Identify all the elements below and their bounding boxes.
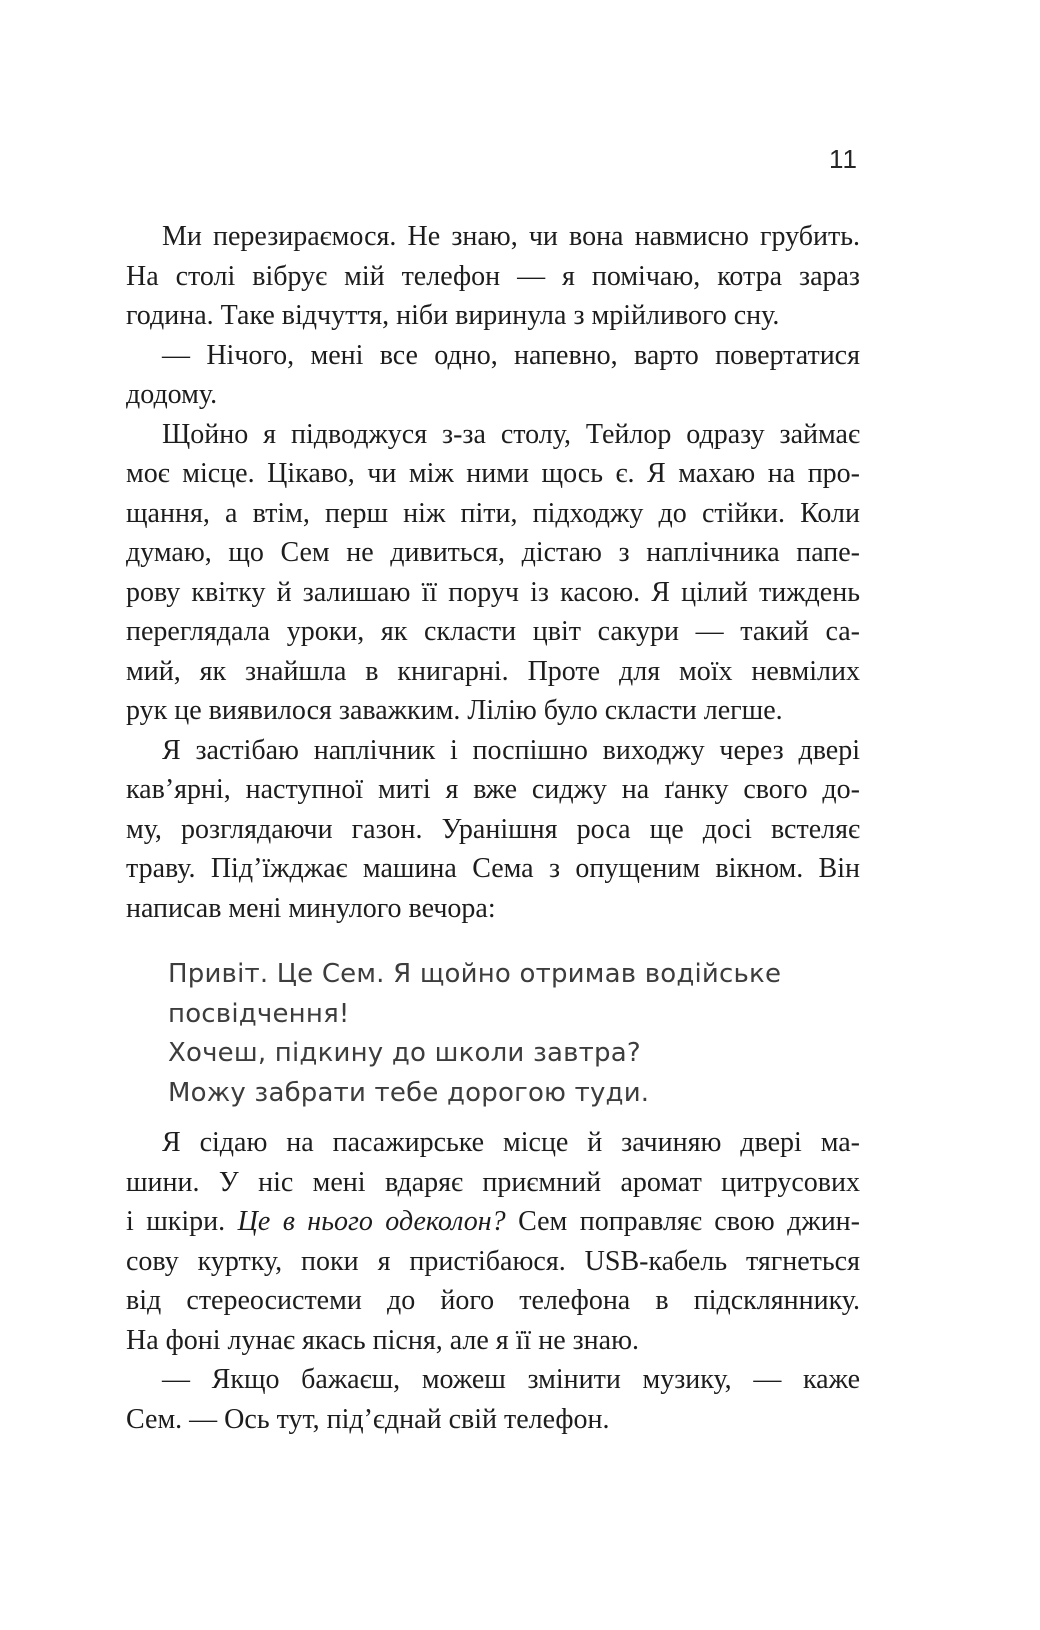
- text-segment: му, розглядаючи газон. Уранішня роса ще досі встеляє: [126, 813, 860, 845]
- text-column: [126, 217, 860, 1439]
- text-line: [126, 1360, 860, 1400]
- text-segment: рук це виявилося заважким. Лілію було скласти легше.: [126, 695, 783, 726]
- text-segment: щання, а втім, перш ніж піти, підходжу до стійки. Коли: [126, 497, 860, 529]
- text-line: [126, 336, 860, 376]
- text-line: [126, 533, 860, 573]
- paragraph: [126, 1360, 860, 1439]
- text-line: [126, 1321, 860, 1361]
- text-segment: сову куртку, поки я пристібаюся. USB-кабель тягнеться: [126, 1245, 860, 1277]
- text-line: [126, 1400, 860, 1440]
- text-segment: На столі вібрує мій телефон — я помічаю, котра зараз: [126, 260, 860, 292]
- text-segment: Можу забрати тебе дорогою туди.: [168, 1077, 650, 1108]
- paragraph: [126, 415, 860, 731]
- text-segment: рову квітку й залишаю її поруч із касою. Я цілий тиждень: [126, 576, 860, 608]
- text-line: [126, 652, 860, 692]
- text-line: [126, 731, 860, 771]
- text-segment: Ми перезираємося. Не знаю, чи вона навмисно грубить.: [162, 221, 860, 252]
- text-line: [126, 415, 860, 455]
- text-line: [126, 217, 860, 257]
- text-line: [126, 454, 860, 494]
- text-line: [126, 1281, 860, 1321]
- text-segment: кав’ярні, наступної миті я вже сиджу на ґанку свого до-: [126, 774, 860, 805]
- message-line: [168, 1034, 860, 1074]
- text-line: [126, 849, 860, 889]
- text-segment: мий, як знайшла в книгарні. Проте для моїх невмілих: [126, 655, 860, 687]
- text-line: [126, 770, 860, 810]
- message-line: [168, 995, 860, 1035]
- text-line: [126, 1123, 860, 1163]
- paragraph: [126, 217, 860, 336]
- text-segment: Щойно я підводжуся з-за столу, Тейлор одразу займає: [162, 418, 860, 450]
- text-segment: думаю, що Сем не дивиться, дістаю з наплічника папе-: [126, 537, 860, 568]
- text-segment: Сем. — Ось тут, під’єднай свій телефон.: [126, 1403, 610, 1435]
- paragraph: [126, 731, 860, 929]
- text-segment: моє місце. Цікаво, чи між ними щось є. Я махаю на про-: [126, 458, 860, 489]
- message-line: [168, 955, 860, 995]
- text-segment: — Нічого, мені все одно, напевно, варто повертатися: [162, 339, 860, 371]
- text-segment: траву. Під’їжджає машина Сема з опущеним вікном. Він: [126, 853, 860, 884]
- paragraph: [126, 1123, 860, 1360]
- paragraph: [126, 336, 860, 415]
- text-line: [126, 1202, 860, 1242]
- message-block: [126, 955, 860, 1113]
- text-line: [126, 375, 860, 415]
- text-segment: посвідчення!: [168, 998, 350, 1029]
- text-line: [126, 691, 860, 731]
- text-line: [126, 810, 860, 850]
- text-segment: Хочеш, підкину до школи завтра?: [168, 1038, 641, 1068]
- text-segment: Привіт. Це Сем. Я щойно отримав водійське: [168, 959, 782, 989]
- text-line: [126, 573, 860, 613]
- text-segment: і шкіри.: [126, 1206, 238, 1237]
- text-line: [126, 1163, 860, 1203]
- text-segment: На фоні лунає якась пісня, але я її не знаю.: [126, 1324, 640, 1356]
- text-line: [126, 494, 860, 534]
- message-line: [168, 1074, 860, 1114]
- italic-text: Це в нього одеколон?: [237, 1206, 506, 1237]
- text-segment: переглядала уроки, як скласти цвіт сакури — такий са-: [126, 616, 860, 647]
- text-segment: Я застібаю наплічник і поспішно виходжу через двері: [162, 734, 860, 766]
- text-line: [126, 612, 860, 652]
- text-line: [126, 889, 860, 929]
- text-segment: додому.: [126, 379, 218, 410]
- page-number: 11: [829, 144, 858, 174]
- text-segment: Сем поправляє свою джин-: [505, 1206, 860, 1237]
- text-line: [126, 1242, 860, 1282]
- text-segment: година. Таке відчуття, ніби виринула з мрійливого сну.: [126, 300, 780, 331]
- text-segment: — Якщо бажаєш, можеш змінити музику, — каже: [162, 1364, 860, 1395]
- text-segment: написав мені минулого вечора:: [126, 892, 496, 924]
- text-segment: від стереосистеми до його телефона в підскляннику.: [126, 1285, 860, 1316]
- text-segment: шини. У ніс мені вдаряє приємний аромат цитрусових: [126, 1166, 860, 1198]
- text-line: [126, 257, 860, 297]
- text-line: [126, 296, 860, 336]
- text-segment: Я сідаю на пасажирське місце й зачиняю двері ма-: [162, 1127, 860, 1158]
